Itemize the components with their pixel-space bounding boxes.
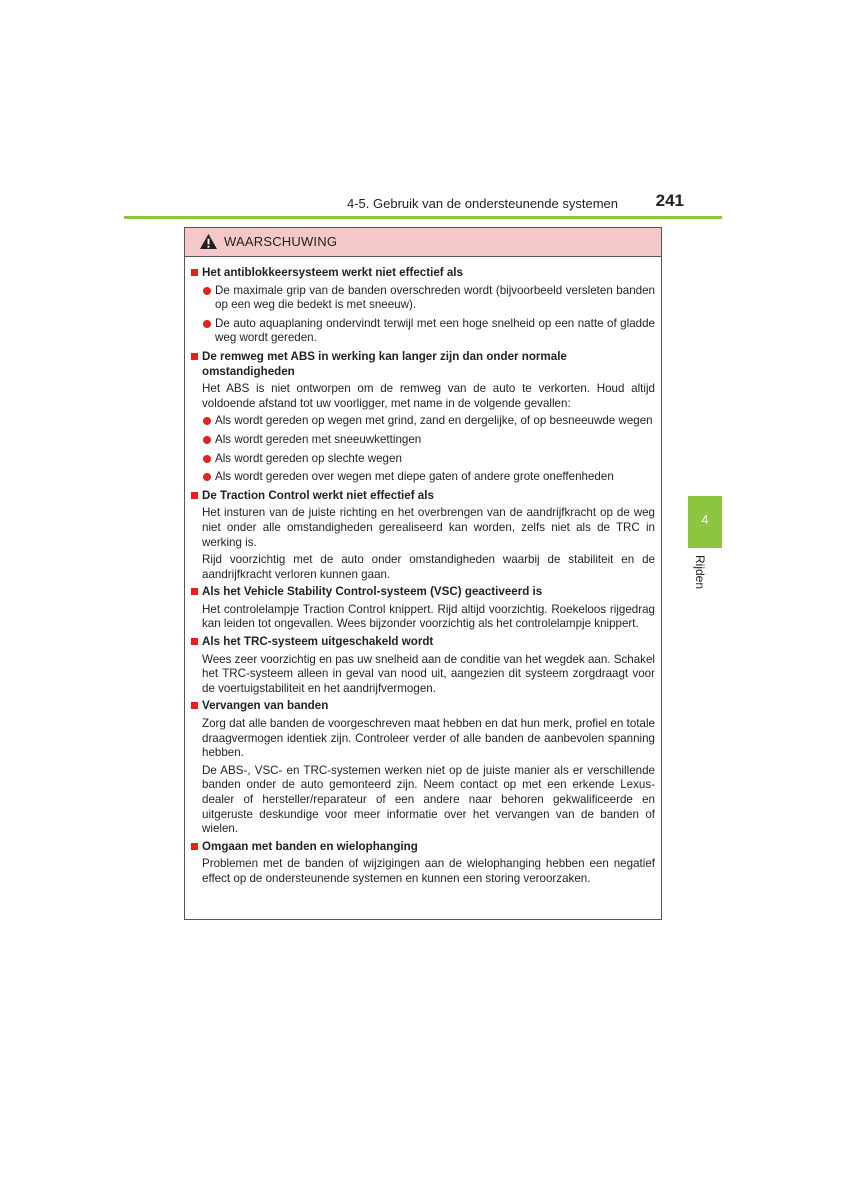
bullet-item: Als wordt gereden met sneeuwkettingen <box>202 433 655 448</box>
bullet-item: Als wordt gereden over wegen met diepe gaten of andere grote oneffenheden <box>202 470 655 485</box>
section-heading: Als het Vehicle Stability Control-systeem (VSC) geactiveerd is <box>191 585 655 600</box>
section-paragraph: De ABS-, VSC- en TRC-systemen werken niet op de juiste manier als er verschillende banden onder de auto gemonteerd zijn. Neem contact op met een erkende Lexus-dealer of hersteller/reparateur of een andere naar behoren gekwalificeerde en uitgeruste deskundige voor meer informatie over het vervangen van de banden of wielen. <box>202 763 655 836</box>
bullet-item: Als wordt gereden op wegen met grind, zand en dergelijke, of op besneeuwde wegen <box>202 414 655 429</box>
section-body <box>191 506 655 582</box>
section-heading: De remweg met ABS in werking kan langer zijn dan onder normale omstandigheden <box>191 350 655 379</box>
warning-section <box>191 489 655 583</box>
section-heading: De Traction Control werkt niet effectief als <box>191 489 655 504</box>
warning-section <box>191 699 655 836</box>
section-paragraph: Problemen met de banden of wijzigingen aan de wielophanging hebben een negatief effect op de ondersteunende systemen en kunnen een storing veroorzaken. <box>202 857 655 885</box>
warning-box <box>184 227 662 920</box>
warning-section <box>191 350 655 485</box>
section-heading: Omgaan met banden en wielophanging <box>191 840 655 855</box>
header-divider <box>124 216 722 219</box>
chapter-number: 4 <box>701 512 709 527</box>
section-heading: Vervangen van banden <box>191 699 655 714</box>
warning-section <box>191 635 655 696</box>
warning-section <box>191 585 655 632</box>
section-title: 4-5. Gebruik van de ondersteunende systemen <box>346 196 618 211</box>
bullet-item: Als wordt gereden op slechte wegen <box>202 452 655 467</box>
warning-triangle-icon <box>199 233 218 250</box>
warning-header <box>185 228 661 257</box>
bullet-item: De maximale grip van de banden overschreden wordt (bijvoorbeeld versleten banden op een weg die bedekt is met sneeuw). <box>202 284 655 313</box>
section-paragraph: Het controlelampje Traction Control knippert. Rijd altijd voorzichtig. Roekeloos rijgedrag kan leiden tot ongevallen. Wees bijzonder voorzichtig als het controlelampje knippert. <box>202 602 655 631</box>
chapter-label: Rijden <box>693 555 707 590</box>
section-paragraph: Zorg dat alle banden de voorgeschreven maat hebben en dat hun merk, profiel en totale draagvermogen identiek zijn. Controleer verder of alle banden de aanbevolen spanning hebben. <box>202 717 655 760</box>
section-body <box>191 653 655 697</box>
chapter-tab <box>688 496 722 548</box>
warning-title: WAARSCHUWING <box>224 234 338 249</box>
section-body <box>191 717 655 837</box>
page-number: 241 <box>655 191 684 210</box>
section-body <box>191 857 655 886</box>
section-paragraph: Rijd voorzichtig met de auto onder omstandigheden waarbij de stabiliteit en de aandrijfkracht verloren kunnen gaan. <box>202 553 655 581</box>
section-body <box>191 284 655 346</box>
section-heading: Als het TRC-systeem uitgeschakeld wordt <box>191 635 655 650</box>
warning-section <box>191 266 655 346</box>
section-paragraph: Het insturen van de juiste richting en het overbrengen van de aandrijfkracht op de weg niet onder alle omstandigheden gerealiseerd kan worden, zelfs niet als de TRC in werking is. <box>202 506 655 549</box>
warning-body <box>185 257 661 887</box>
section-body <box>191 603 655 632</box>
page-header <box>124 188 722 220</box>
bullet-item: De auto aquaplaning ondervindt terwijl met een hoge snelheid op een natte of gladde weg wordt gereden. <box>202 317 655 346</box>
warning-section <box>191 840 655 887</box>
section-heading: Het antiblokkeersysteem werkt niet effectief als <box>191 266 655 281</box>
section-body <box>191 382 655 485</box>
section-paragraph: Wees zeer voorzichtig en pas uw snelheid aan de conditie van het wegdek aan. Schakel het TRC-systeem alleen in geval van nood uit, aangezien dit systeem zorgdraagt voor de voertuigstabiliteit en het aandrijfvermogen. <box>202 652 655 695</box>
section-paragraph: Het ABS is niet ontworpen om de remweg van de auto te verkorten. Houd altijd voldoende afstand tot uw voorligger, met name in de volgende gevallen: <box>202 382 655 410</box>
